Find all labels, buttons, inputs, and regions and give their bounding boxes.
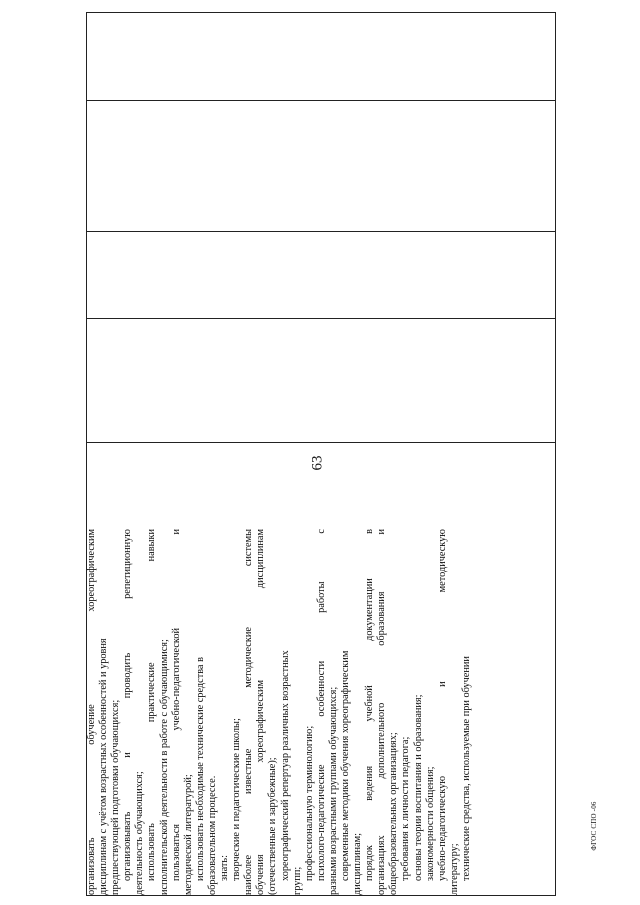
text-word: с: [315, 529, 327, 534]
text-word: методические: [243, 627, 255, 688]
table-border-bottom: [86, 895, 556, 896]
text-line: предшествующей подготовки обучающихся;: [110, 699, 122, 895]
text-line: исполнительской деятельности в работе с обучающимися;: [158, 639, 170, 895]
text-word: в: [364, 529, 376, 534]
text-word: пользоваться: [170, 823, 182, 881]
text-word: психолого-педагогические: [315, 764, 327, 881]
text-word: хореографическим: [86, 529, 97, 612]
text-line: дисциплинам;: [352, 833, 364, 895]
text-word: учебно-педагогической: [170, 627, 182, 731]
competency-text-cell: [86, 529, 539, 895]
text-line: знать:: [219, 855, 231, 881]
text-line: [316, 529, 328, 895]
text-word: использовать: [146, 823, 158, 881]
text-word: и: [170, 529, 182, 535]
text-line: образовательном процессе.: [206, 775, 218, 895]
text-line: методической литературой;: [182, 774, 194, 895]
text-word: учебной: [364, 685, 376, 722]
text-word: особенности: [315, 660, 327, 717]
text-line: хореографический репертуар различных возрастных: [279, 650, 291, 881]
table-row-divider: [86, 318, 556, 319]
text-line: [171, 529, 183, 895]
text-line: деятельность обучающихся;: [134, 771, 146, 895]
text-word: системы: [243, 529, 255, 567]
text-word: организовывать: [122, 811, 134, 881]
text-line: [86, 529, 98, 895]
text-word: порядок: [364, 845, 376, 881]
text-word: дисциплинам: [255, 529, 267, 589]
text-word: и: [122, 752, 134, 758]
page-number: 63: [309, 455, 326, 471]
text-word: образования: [376, 591, 388, 646]
table-border-top: [86, 12, 556, 13]
text-line: литературу;: [448, 843, 460, 895]
table-row-divider: [86, 100, 556, 101]
text-line: разными возрастными группами обучающихся;: [327, 686, 339, 895]
text-line: закономерности общения;: [424, 766, 436, 881]
text-word: хореографическим: [255, 679, 267, 763]
text-word: организациях: [376, 835, 388, 895]
text-line: [255, 529, 267, 895]
text-word: навыки: [146, 529, 158, 562]
text-word: учебно-педагогическую: [436, 775, 448, 881]
text-word: и: [436, 681, 448, 687]
text-word: известные: [243, 748, 255, 794]
text-word: репетиционную: [122, 529, 134, 599]
text-word: организовать: [86, 837, 97, 895]
text-word: работы: [315, 581, 327, 613]
text-line: [243, 529, 255, 895]
table-row-divider: [86, 442, 556, 443]
footer-code: ФГОС СПО -06: [590, 801, 598, 851]
text-word: обучения: [255, 854, 267, 895]
text-line: [437, 529, 449, 895]
text-line: групп;: [291, 866, 303, 895]
text-line: творческие и педагогические школы;: [231, 718, 243, 881]
text-word: и: [376, 529, 388, 535]
text-line: технические средства, используемые при обучении: [460, 656, 472, 881]
text-line: профессиональную терминологию;: [303, 725, 315, 881]
text-word: методическую: [436, 529, 448, 593]
text-line: общеобразовательных организациях;: [388, 732, 400, 895]
text-word: дополнительного: [376, 702, 388, 779]
text-line: [146, 529, 158, 895]
text-word: обучение: [86, 704, 97, 745]
text-line: дисциплинам с учётом возрастных особенностей и уровня: [98, 638, 110, 895]
text-word: ведения: [364, 765, 376, 801]
table-row-divider: [86, 231, 556, 232]
text-line: (отечественные и зарубежные);: [267, 757, 279, 895]
text-line: современные методики обучения хореографическим: [339, 650, 351, 881]
text-word: наиболее: [243, 854, 255, 895]
text-line: [376, 529, 388, 895]
text-word: проводить: [122, 652, 134, 699]
text-word: практические: [146, 662, 158, 723]
text-line: [364, 529, 376, 895]
text-line: [122, 529, 134, 895]
text-line: использовать необходимые технические средства в: [194, 657, 206, 881]
text-word: документации: [364, 578, 376, 641]
text-line: основы теории воспитания и образования;: [412, 694, 424, 881]
table-border-right: [555, 12, 556, 896]
text-line: требования к личности педагога;: [400, 736, 412, 881]
